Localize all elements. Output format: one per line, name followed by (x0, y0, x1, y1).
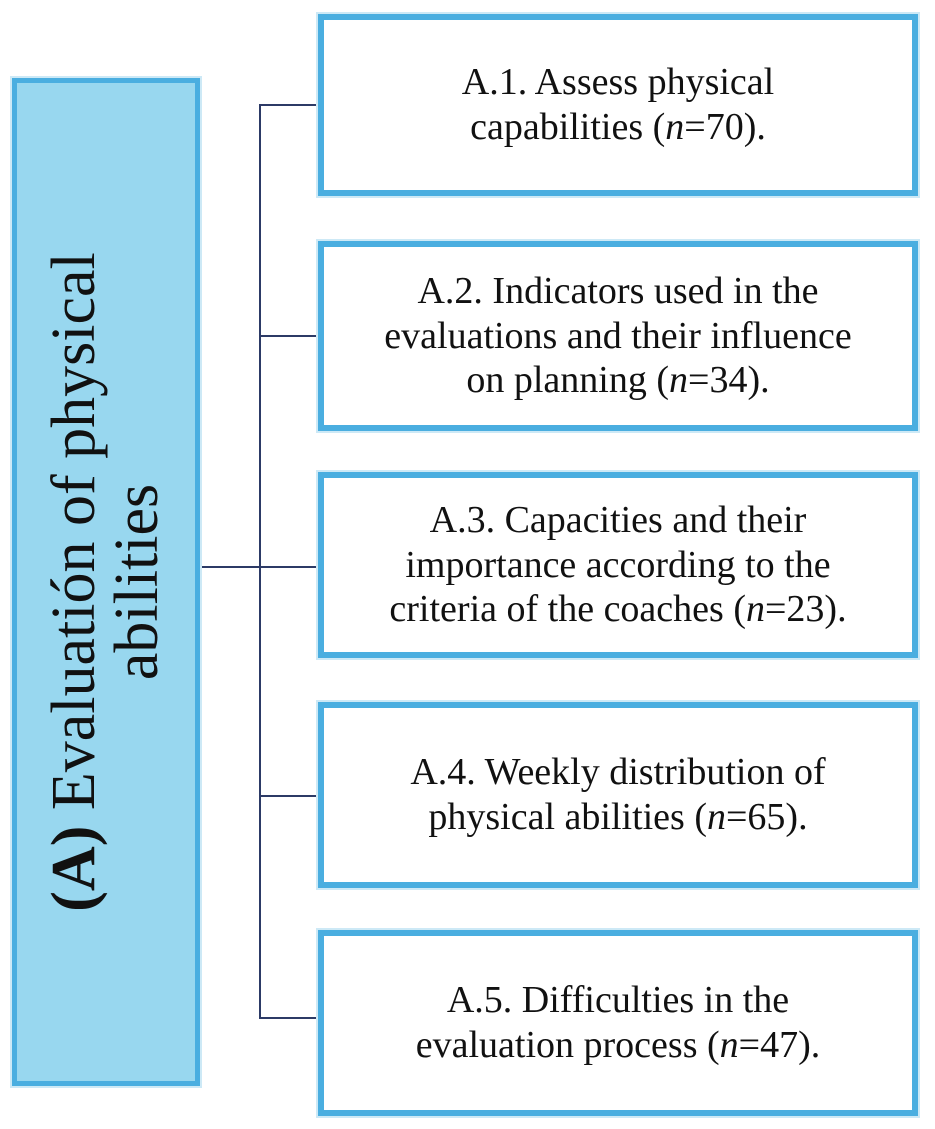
child-a5-line-2: evaluation process (n=47). (415, 1024, 821, 1066)
root-title (39, 102, 171, 1062)
child-a3-line-1: A.3. Capacities and their (429, 498, 807, 541)
child-node-a5 (318, 930, 918, 1116)
child-node-a3-text (389, 498, 846, 632)
child-a5-line-1: A.5. Difficulties in the (446, 979, 790, 1022)
branch-connector-5 (259, 1017, 318, 1019)
child-node-a1-text (462, 60, 774, 150)
child-a3-line-3: criteria of the coaches (n=23). (389, 588, 847, 631)
child-node-a2 (318, 241, 918, 431)
child-a4-line-2: physical abilities (n=65). (428, 796, 808, 838)
root-prefix: (A) (39, 825, 108, 912)
child-a1-line-2: capabilities (n=70). (470, 106, 766, 148)
branch-connector-3 (259, 566, 318, 568)
branch-connector-1 (259, 104, 318, 106)
child-node-a3 (318, 472, 918, 658)
child-node-a4-text (410, 750, 825, 840)
root-title-line-2: abilities (103, 483, 171, 681)
child-node-a5-text (416, 978, 820, 1068)
branch-connector-2 (259, 335, 318, 337)
child-a3-line-2: importance according to the (405, 543, 831, 586)
child-a4-line-1: A.4. Weekly distribution of (410, 751, 826, 794)
root-title-line-1 (39, 102, 108, 1062)
child-a2-line-2: evaluations and their influence (384, 314, 852, 357)
root-title-text-1: Evaluatión of physical (39, 252, 108, 811)
child-node-a4 (318, 702, 918, 888)
child-a1-line-1: A.1. Assess physical (461, 61, 775, 104)
child-node-a2-text (384, 269, 851, 403)
child-node-a1 (318, 14, 918, 196)
vertical-spine (259, 104, 261, 1019)
child-a2-line-3: on planning (n=34). (466, 359, 770, 402)
child-a2-line-1: A.2. Indicators used in the (417, 269, 819, 312)
root-node (12, 78, 200, 1086)
root-connector (200, 566, 261, 568)
branch-connector-4 (259, 795, 318, 797)
